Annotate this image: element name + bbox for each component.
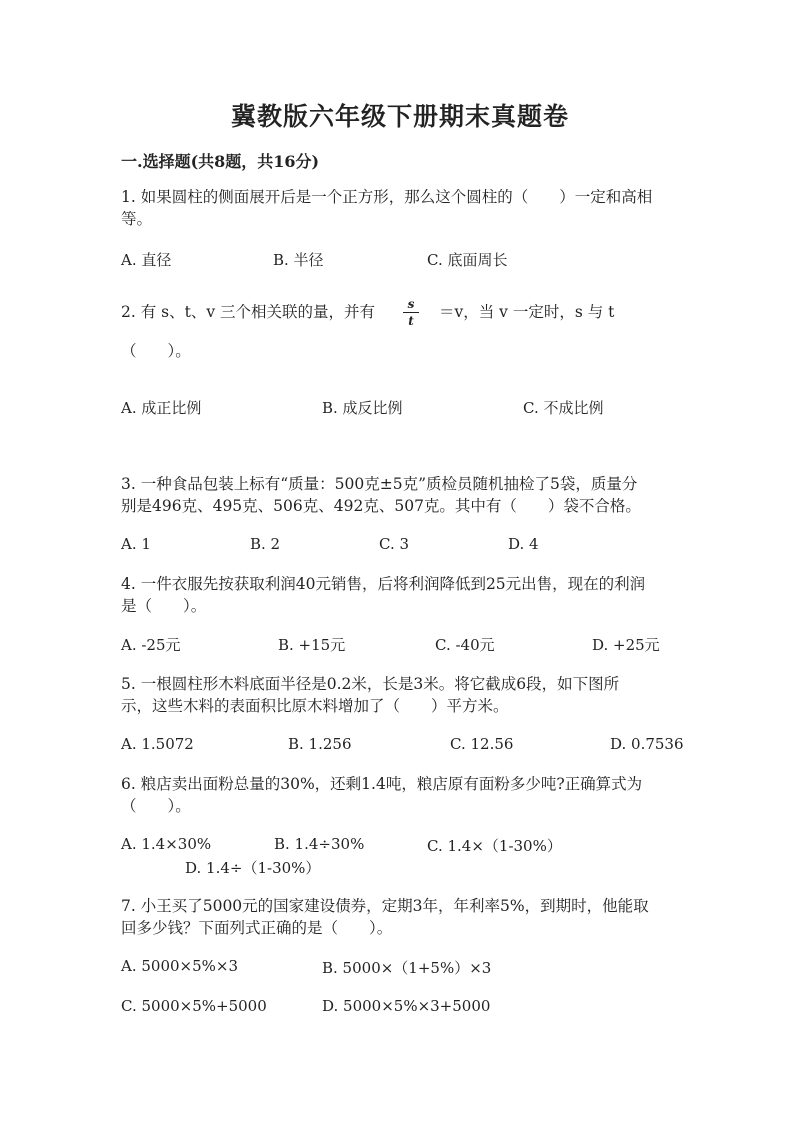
question-4-line-2: 是（ ）。 — [121, 597, 207, 615]
fraction-numerator: s — [403, 297, 419, 313]
question-5-option-a: A. 1.5072 — [121, 735, 194, 753]
question-4-option-a: A. -25元 — [121, 636, 181, 654]
question-6-option-a: A. 1.4×30% — [121, 835, 212, 853]
question-1-line-2: 等。 — [121, 210, 153, 228]
question-6-line-1: 6. 粮店卖出面粉总量的30%，还剩1.4吨，粮店原有面粉多少吨?正确算式为 — [121, 775, 643, 793]
question-3-option-d: D. 4 — [508, 535, 539, 553]
question-2-line-1a: 2. 有 s、t、v 三个相关联的量，并有 — [121, 303, 376, 321]
question-3-option-a: A. 1 — [121, 535, 151, 553]
question-5-option-c: C. 12.56 — [450, 735, 514, 753]
question-1-line-1: 1. 如果圆柱的侧面展开后是一个正方形，那么这个圆柱的（ ）一定和高相 — [121, 188, 653, 206]
question-5-line-2: 示，这些木料的表面积比原木料增加了（ ）平方米。 — [121, 697, 509, 715]
question-7-option-a: A. 5000×5%×3 — [121, 957, 239, 975]
question-5-option-d: D. 0.7536 — [610, 735, 684, 753]
question-7-line-1: 7. 小王买了5000元的国家建设债券，定期3年，年利率5%，到期时，他能取 — [121, 897, 649, 915]
question-5-option-b: B. 1.256 — [288, 735, 352, 753]
question-4-option-c: C. -40元 — [435, 636, 495, 654]
fraction-s-over-t — [403, 297, 419, 328]
question-4-option-b: B. +15元 — [278, 636, 346, 654]
question-2-option-b: B. 成反比例 — [322, 399, 403, 417]
question-6-option-c: C. 1.4×（1-30%） — [427, 837, 562, 855]
question-2-option-a: A. 成正比例 — [121, 399, 202, 417]
question-1-option-b: B. 半径 — [273, 251, 324, 269]
question-2-line-2: （ ）。 — [121, 342, 191, 360]
question-3-line-2: 别是496克、495克、506克、492克、507克。其中有（ ）袋不合格。 — [121, 497, 641, 515]
question-6-option-b: B. 1.4÷30% — [274, 835, 365, 853]
question-7-line-2: 回多少钱？下面列式正确的是（ ）。 — [121, 919, 393, 937]
question-1-option-a: A. 直径 — [121, 251, 172, 269]
question-3-line-1: 3. 一种食品包装上标有“质量：500克±5克”质检员随机抽检了5袋，质量分 — [121, 475, 638, 493]
question-7-option-c: C. 5000×5%+5000 — [121, 997, 267, 1015]
question-7-option-b: B. 5000×（1+5%）×3 — [322, 959, 492, 977]
question-4-option-d: D. +25元 — [592, 636, 660, 654]
question-1-option-c: C. 底面周长 — [427, 251, 508, 269]
question-3-option-b: B. 2 — [250, 535, 281, 553]
question-3-option-c: C. 3 — [379, 535, 410, 553]
question-6-option-d: D. 1.4÷（1-30%） — [185, 859, 321, 877]
question-2-option-c: C. 不成比例 — [523, 399, 604, 417]
question-4-line-1: 4. 一件衣服先按获取利润40元销售，后将利润降低到25元出售，现在的利润 — [121, 575, 646, 593]
fraction-denominator: t — [408, 314, 414, 328]
question-2-line-1b: ＝v，当 v 一定时，s 与 t — [439, 303, 615, 321]
question-7-option-d: D. 5000×5%×3+5000 — [322, 997, 491, 1015]
question-6-line-2: （ ）。 — [121, 797, 191, 815]
page-title: 冀教版六年级下册期末真题卷 — [230, 102, 569, 131]
question-5-line-1: 5. 一根圆柱形木料底面半径是0.2米，长是3米。将它截成6段，如下图所 — [121, 675, 620, 693]
section-heading: 一.选择题(共8题，共16分) — [121, 152, 320, 171]
